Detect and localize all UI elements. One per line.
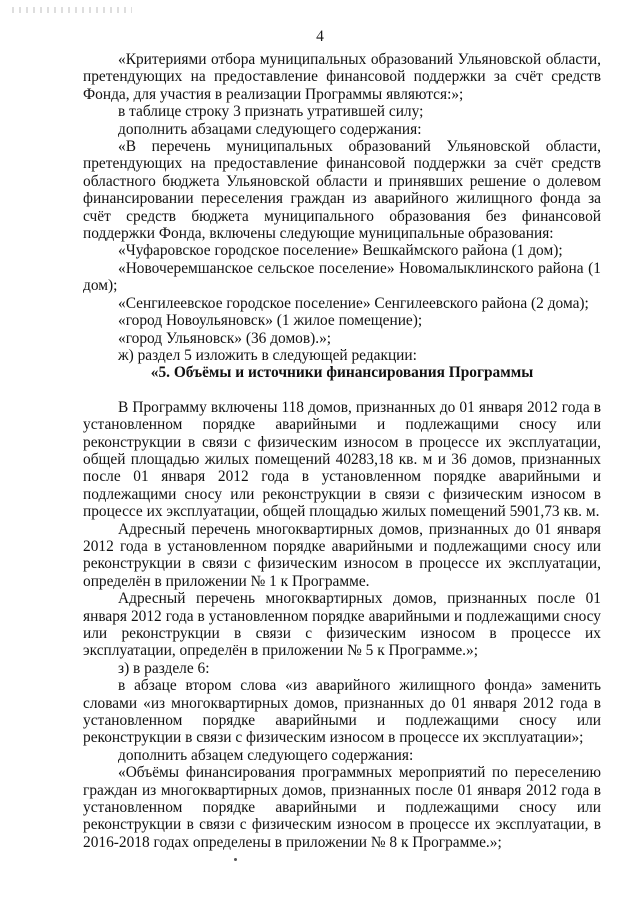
paragraph-table-row: в таблице строку 3 признать утратившей силу; bbox=[118, 103, 424, 121]
paragraph-section5-intro: ж) раздел 5 изложить в следующей редакции: bbox=[118, 346, 417, 364]
list-item-sengileevskoe: «Сенгилеевское городское поселение» Сенгилеевского района (2 дома); bbox=[118, 294, 589, 312]
document-body bbox=[83, 51, 601, 851]
paragraph-add-clause: дополнить абзацем следующего содержания: bbox=[118, 746, 414, 764]
scan-artifact-dot bbox=[234, 858, 237, 861]
section-heading: «5. Объёмы и источники финансирования Программы bbox=[150, 364, 534, 382]
page-number: 4 bbox=[316, 28, 324, 45]
paragraph-address-list-before: Адресный перечень многоквартирных домов, признанных до 01 января 2012 года в установленном порядке аварийными и подлежащими сносу или реконструкции в связи с физическим износом в процессе их эксплуатации, определён в приложении № 1 к Программе. bbox=[83, 520, 601, 590]
paragraph-financing-volumes: «Объёмы финансирования программных мероприятий по переселению граждан из многоквартирных домов, признанных после 01 января 2012 года в установленном порядке аварийными и подлежащими сносу или реконструкции в связи с физическим износом в процессе их эксплуатации, в 2016-2018 годах определены в приложении № 8 к Программе.»; bbox=[83, 764, 601, 851]
list-item-novocheremshanskoe: «Новочеремшанское сельское поселение» Новомалыклинского района (1 дом); bbox=[83, 259, 601, 295]
paragraph-supplement: дополнить абзацами следующего содержания: bbox=[118, 120, 422, 138]
paragraph-program-houses: В Программу включены 118 домов, признанных до 01 января 2012 года в установленном порядке аварийными и подлежащими сносу или реконструкции в связи с физическим износом в процессе их эксплуатации, общей площадью жилых помещений 40283,18 кв. м и 36 домов, признанных после 01 января 2012 года в установленном порядке аварийными и подлежащими сносу или реконструкции в связи с физическим износом в процессе их эксплуатации, общей площадью жилых помещений 5901,73 кв. м. bbox=[83, 398, 601, 521]
list-item-ulyanovsk: «город Ульяновск» (36 домов).»; bbox=[118, 329, 332, 347]
scan-artifact bbox=[12, 7, 132, 13]
paragraph-criteria: «Критериями отбора муниципальных образований Ульяновской области, претендующих на предоставление финансовой поддержки за счёт средств Фонда, для участия в реализации Программы являются:»; bbox=[83, 51, 601, 103]
paragraph-replace-words: в абзаце втором слова «из аварийного жилищного фонда» заменить словами «из многоквартирных домов, признанных до 01 января 2012 года в установленном порядке аварийными и подлежащими сносу или реконструкции в связи с физическим износом в процессе их эксплуатации»; bbox=[83, 677, 601, 747]
list-item-chufarovskoe: «Чуфаровское городское поселение» Вешкаймского района (1 дом); bbox=[118, 242, 563, 260]
paragraph-section6: з) в разделе 6: bbox=[118, 659, 210, 677]
paragraph-address-list-after: Адресный перечень многоквартирных домов, признанных после 01 января 2012 года в установленном порядке аварийными и подлежащими сносу или реконструкции в связи с физическим износом в процессе их эксплуатации, определён в приложении № 5 к Программе.»; bbox=[83, 590, 601, 660]
paragraph-municipalities-list: «В перечень муниципальных образований Ульяновской области, претендующих на предоставление финансовой поддержки за счёт средств областного бюджета Ульяновской области и принявших решение о долевом финансировании переселения граждан из аварийного жилищного фонда за счёт средств бюджета муниципального образования без финансовой поддержки Фонда, включены следующие муниципальные образования: bbox=[83, 138, 601, 243]
list-item-novoulyanovsk: «город Новоульяновск» (1 жилое помещение); bbox=[118, 312, 423, 330]
